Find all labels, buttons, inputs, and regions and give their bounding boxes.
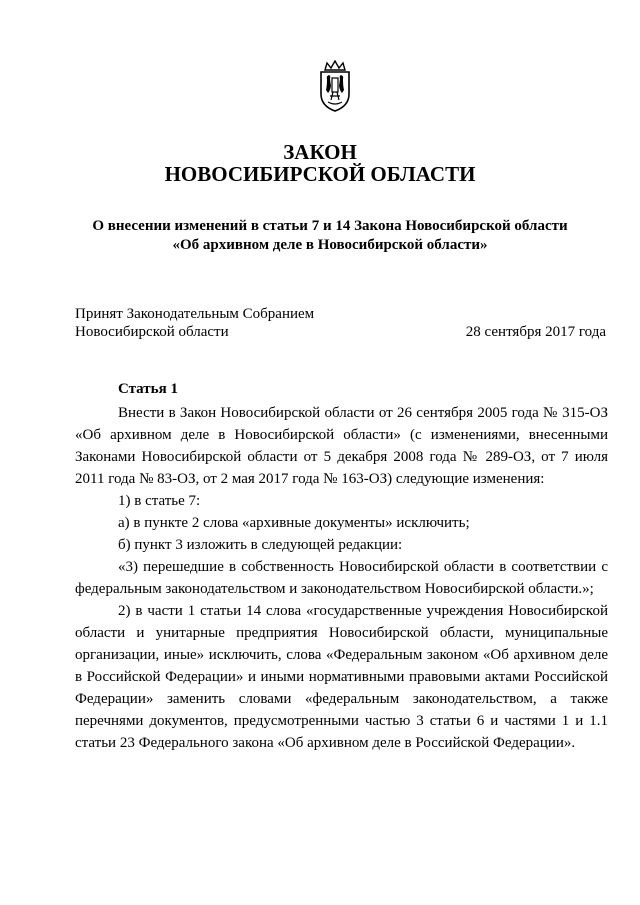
article-paragraph: Внести в Закон Новосибирской области от 26 сентября 2005 года № 315-ОЗ «Об архивном деле в Новосибирской области» (с изменениями, внесенными Законами Новосибирской области от 5 декабря 2008 года № 289-ОЗ, от 7 июля 2011 года № 83-ОЗ, от 2 мая 2017 года № 163-ОЗ) следующие изменения: — [75, 405, 608, 487]
adoption-authority-line2: Новосибирской области — [75, 324, 229, 340]
law-subject-line2: «Об архивном деле в Новосибирской области» — [172, 237, 488, 253]
adoption-authority-line1: Принят Законодательным Собранием — [75, 306, 315, 322]
article-heading: Статья 1 — [118, 381, 178, 397]
coat-of-arms-icon — [318, 60, 352, 112]
article-paragraph: «3) перешедшие в собственность Новосибирской области в соответствии с федеральным законодательством и законодательством Новосибирской области.»; — [75, 559, 608, 597]
article-paragraph: 2) в части 1 статьи 14 слова «государственные учреждения Новосибирской области и унитарные предприятия Новосибирской области, муниципальные организации, иные» исключить, слова «Федеральным законом «Об архивном деле в Российской Федерации» и иными нормативными правовыми актами Российской Федерации» заменить словами «федеральным законодательством, а также перечнями документов, предусмотренными частью 3 статьи 6 и частями 1 и 1.1 статьи 23 Федерального закона «Об архивном деле в Российской Федерации». — [75, 603, 608, 751]
article-paragraph: б) пункт 3 изложить в следующей редакции: — [118, 537, 403, 553]
adoption-date: 28 сентября 2017 года — [465, 324, 606, 340]
article-paragraph: а) в пункте 2 слова «архивные документы» исключить; — [118, 515, 470, 531]
law-region-title: НОВОСИБИРСКОЙ ОБЛАСТИ — [164, 162, 476, 186]
law-title: ЗАКОН — [283, 140, 357, 164]
article-paragraph: 1) в статье 7: — [118, 493, 201, 509]
law-subject-line1: О внесении изменений в статьи 7 и 14 Закона Новосибирской области — [92, 218, 568, 234]
article-body — [75, 402, 608, 754]
